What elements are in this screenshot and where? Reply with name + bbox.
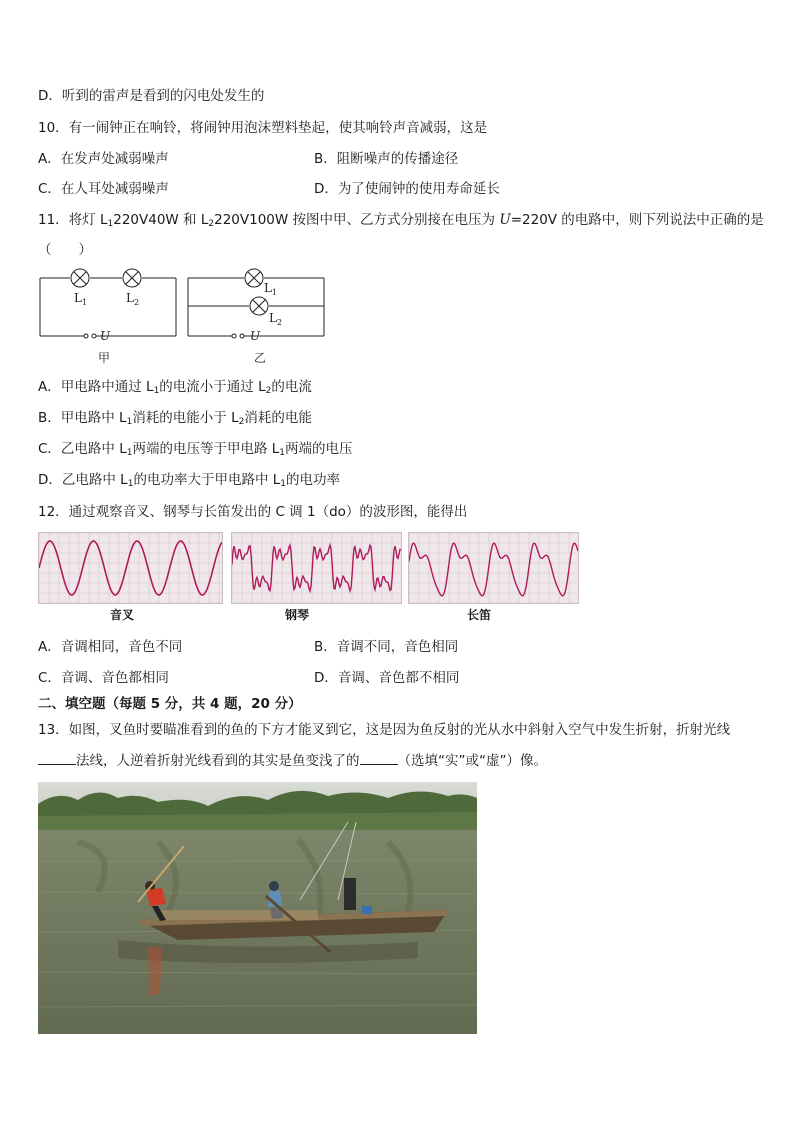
q9-option-d: D．听到的雷声是看到的闪电处发生的 bbox=[38, 88, 265, 104]
lamp-l2-jia bbox=[123, 269, 141, 287]
label-l1-yi: $L_1$ bbox=[264, 281, 278, 297]
q11-answer-paren: （ ） bbox=[38, 242, 92, 258]
q13-line2: 法线，人逆着折射光线看到的其实是鱼变浅了的 （选填“实”或“虚”）像。 bbox=[38, 749, 547, 769]
q13-blank-1[interactable] bbox=[38, 752, 76, 765]
q10-option-c: C．在人耳处减弱噪声 bbox=[38, 181, 169, 197]
terminal-jia-right bbox=[92, 334, 96, 338]
lamp-l1-jia bbox=[71, 269, 89, 287]
waveform-piano-line bbox=[232, 545, 401, 591]
waveform-flute-line bbox=[409, 543, 578, 596]
q11-option-b: B．甲电路中 $L_1$消耗的电能小于 $L_2$消耗的电能 bbox=[38, 410, 312, 427]
q10-option-b: B．阻断噪声的传播途径 bbox=[314, 151, 459, 167]
q13-line1: 13．如图，叉鱼时要瞄准看到的鱼的下方才能叉到它，这是因为鱼反射的光从水中斜射入空气中发生折射，折射光线 bbox=[38, 722, 731, 738]
section-title-fill-in: 二、填空题（每题 5 分，共 4 题，20 分） bbox=[38, 696, 302, 712]
label-l1-jia: $L_1$ bbox=[74, 291, 88, 307]
terminal-yi-right bbox=[240, 334, 244, 338]
q13-blank-2[interactable] bbox=[360, 752, 398, 765]
waveform-flute bbox=[408, 532, 579, 604]
waveform-label-piano: 钢琴 bbox=[285, 608, 310, 622]
label-jia: 甲 bbox=[98, 351, 111, 365]
terminal-jia-left bbox=[84, 334, 88, 338]
fishing-boat-photo bbox=[38, 782, 477, 1034]
q12-option-a: A．音调相同，音色不同 bbox=[38, 639, 183, 655]
lamp-l1-yi bbox=[245, 269, 263, 287]
label-u-jia: U bbox=[100, 329, 111, 343]
terminal-yi-left bbox=[232, 334, 236, 338]
waveform-label-tuning-fork: 音叉 bbox=[110, 608, 135, 622]
q10-stem: 10．有一闹钟正在响铃，将闹钟用泡沫塑料垫起，使其响铃声音减弱，这是 bbox=[38, 120, 488, 136]
lamp-l2-yi bbox=[250, 297, 268, 315]
waveform-label-flute: 长笛 bbox=[467, 608, 492, 622]
q11-option-d: D．乙电路中 $L_1$的电功率大于甲电路中 $L_1$的电功率 bbox=[38, 472, 340, 489]
q11-option-c: C．乙电路中 $L_1$两端的电压等于甲电路 $L_1$两端的电压 bbox=[38, 441, 353, 458]
q12-option-d: D．音调、音色都不相同 bbox=[314, 670, 460, 686]
q10-option-a: A．在发声处减弱噪声 bbox=[38, 151, 169, 167]
waveform-tuning-fork-line bbox=[39, 541, 222, 595]
q11-stem: 11．将灯 $L_1220V40W$ 和 $L_2220V100W$ 按图中甲、乙方式分别接在电压为 U=220V 的电路中，则下列说法中正确的是 bbox=[38, 212, 764, 229]
waveform-piano bbox=[231, 532, 402, 604]
q11-option-a: A．甲电路中通过 $L_1$的电流小于通过 $L_2$的电流 bbox=[38, 379, 312, 396]
circuit-diagrams bbox=[30, 262, 340, 368]
q10-option-d: D．为了使闹钟的使用寿命延长 bbox=[314, 181, 500, 197]
q12-stem: 12．通过观察音叉、钢琴与长笛发出的 C 调 1（do）的波形图，能得出 bbox=[38, 504, 468, 520]
waveform-tuning-fork bbox=[38, 532, 223, 604]
label-yi: 乙 bbox=[254, 351, 267, 365]
q12-option-c: C．音调、音色都相同 bbox=[38, 670, 169, 686]
q12-option-b: B．音调不同，音色相同 bbox=[314, 639, 459, 655]
label-u-yi: U bbox=[250, 329, 261, 343]
label-l2-jia: $L_2$ bbox=[126, 291, 140, 307]
label-l2-yi: $L_2$ bbox=[269, 311, 283, 327]
